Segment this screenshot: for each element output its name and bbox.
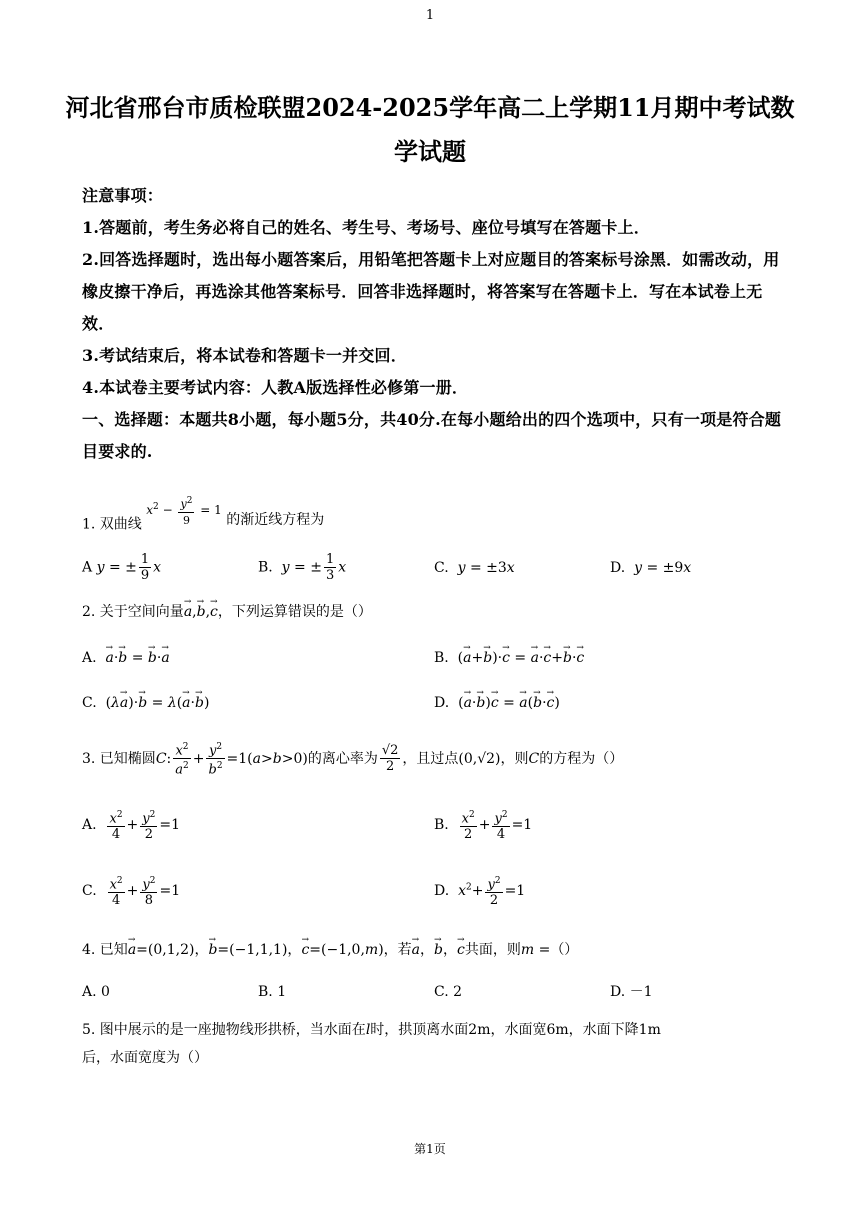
notice-item-1: 1.答题前，考生务必将自己的姓名、考生号、考场号、座位号填写在答题卡上．: [82, 218, 650, 237]
q3-option-a: A. $\frac{x^2}{4}$ + $\frac{y^2}{2}$ =1: [82, 810, 181, 843]
q4-option-c: C. 2: [434, 984, 463, 1000]
page-title: 河北省邢台市质检联盟2024-2025学年高二上学期11月期中考试数学试题: [65, 93, 795, 166]
notice-heading: 注意事项：: [82, 186, 164, 205]
section-heading: 一、选择题：本题共8小题，每小题5分，共40分.在每小题给出的四个选项中，只有一项是符合题目要求的.: [82, 410, 782, 461]
q4-option-a: A. 0: [82, 984, 110, 1000]
q2-option-b: B. (→ a+→ b)·→ c = → a·→ c+→ b·→ c: [434, 648, 584, 668]
q3-option-d: D. $x^2+$ $\frac{y^2}{2}$ =1: [434, 876, 526, 909]
question-5: 5. 图中展示的是一座抛物线形拱桥，当水面在l时，拱顶离水面2m，水面宽6m，水面下降1m后，水面宽度为（）: [82, 1022, 661, 1066]
notice-item-2: 2.回答选择题时，选出每小题答案后，用铅笔把答题卡上对应题目的答案标号涂黑．如需改动，用橡皮擦干净后，再选涂其他答案标号．回答非选择题时，将答案写在答题卡上．写在本试卷上无效．: [82, 250, 780, 333]
q2-option-a: A. → a·→ b = → b·→ a: [82, 648, 170, 668]
q3-option-b: B. $\frac{x^2}{2}$ + $\frac{y^2}{4}$ =1: [434, 810, 533, 843]
page-footer: 第1页: [414, 1142, 446, 1156]
q3-option-c: C. $\frac{x^2}{4}$ + $\frac{y^2}{8}$ =1: [82, 876, 181, 909]
q1-option-d: D. y = ±9x: [610, 560, 692, 576]
q2-option-c: C. (λ→ a)·→ b = λ(→ a·→ b): [82, 693, 209, 713]
question-1: 1. 双曲线 $x^2$ − $\frac{y^2}{9}$ = 1 的渐近线方程为: [82, 496, 325, 533]
q1-option-c: C. y = ±3x: [434, 560, 515, 576]
notice-item-4: 4.本试卷主要考试内容：人教A版选择性必修第一册．: [82, 378, 469, 397]
q4-option-b: B. 1: [258, 984, 287, 1000]
q1-option-b: B. y = ± $\frac{1}{3}$ x: [258, 552, 347, 583]
page-number-top: 1: [425, 8, 435, 23]
question-3: 3. 已知椭圆C: $\frac{x^2}{a^2}$ + $\frac{y^2}{b^2}$ =1(a>b>0)的离心率为 $\frac{√2}{2}$ ，且过点(0,√2)，则C的方程为（）: [82, 742, 624, 778]
notice-item-3: 3.考试结束后，将本试卷和答题卡一并交回．: [82, 346, 407, 365]
q1-option-a: A y = ± $\frac{1}{9}$ x: [82, 552, 162, 583]
q4-option-d: D. －1: [610, 984, 653, 1000]
question-4: 4. 已知→ a=(0,1,2)，→ b=(−1,1,1)，→ c=(−1,0,m)，若→ a，→ b，→ c共面，则m =（）: [82, 940, 802, 960]
question-2: 2. 关于空间向量→ a,→ b,→ c，下列运算错误的是（）: [82, 602, 372, 622]
q2-option-d: D. (→ a·→ b)→ c = → a(→ b·→ c): [434, 693, 560, 713]
